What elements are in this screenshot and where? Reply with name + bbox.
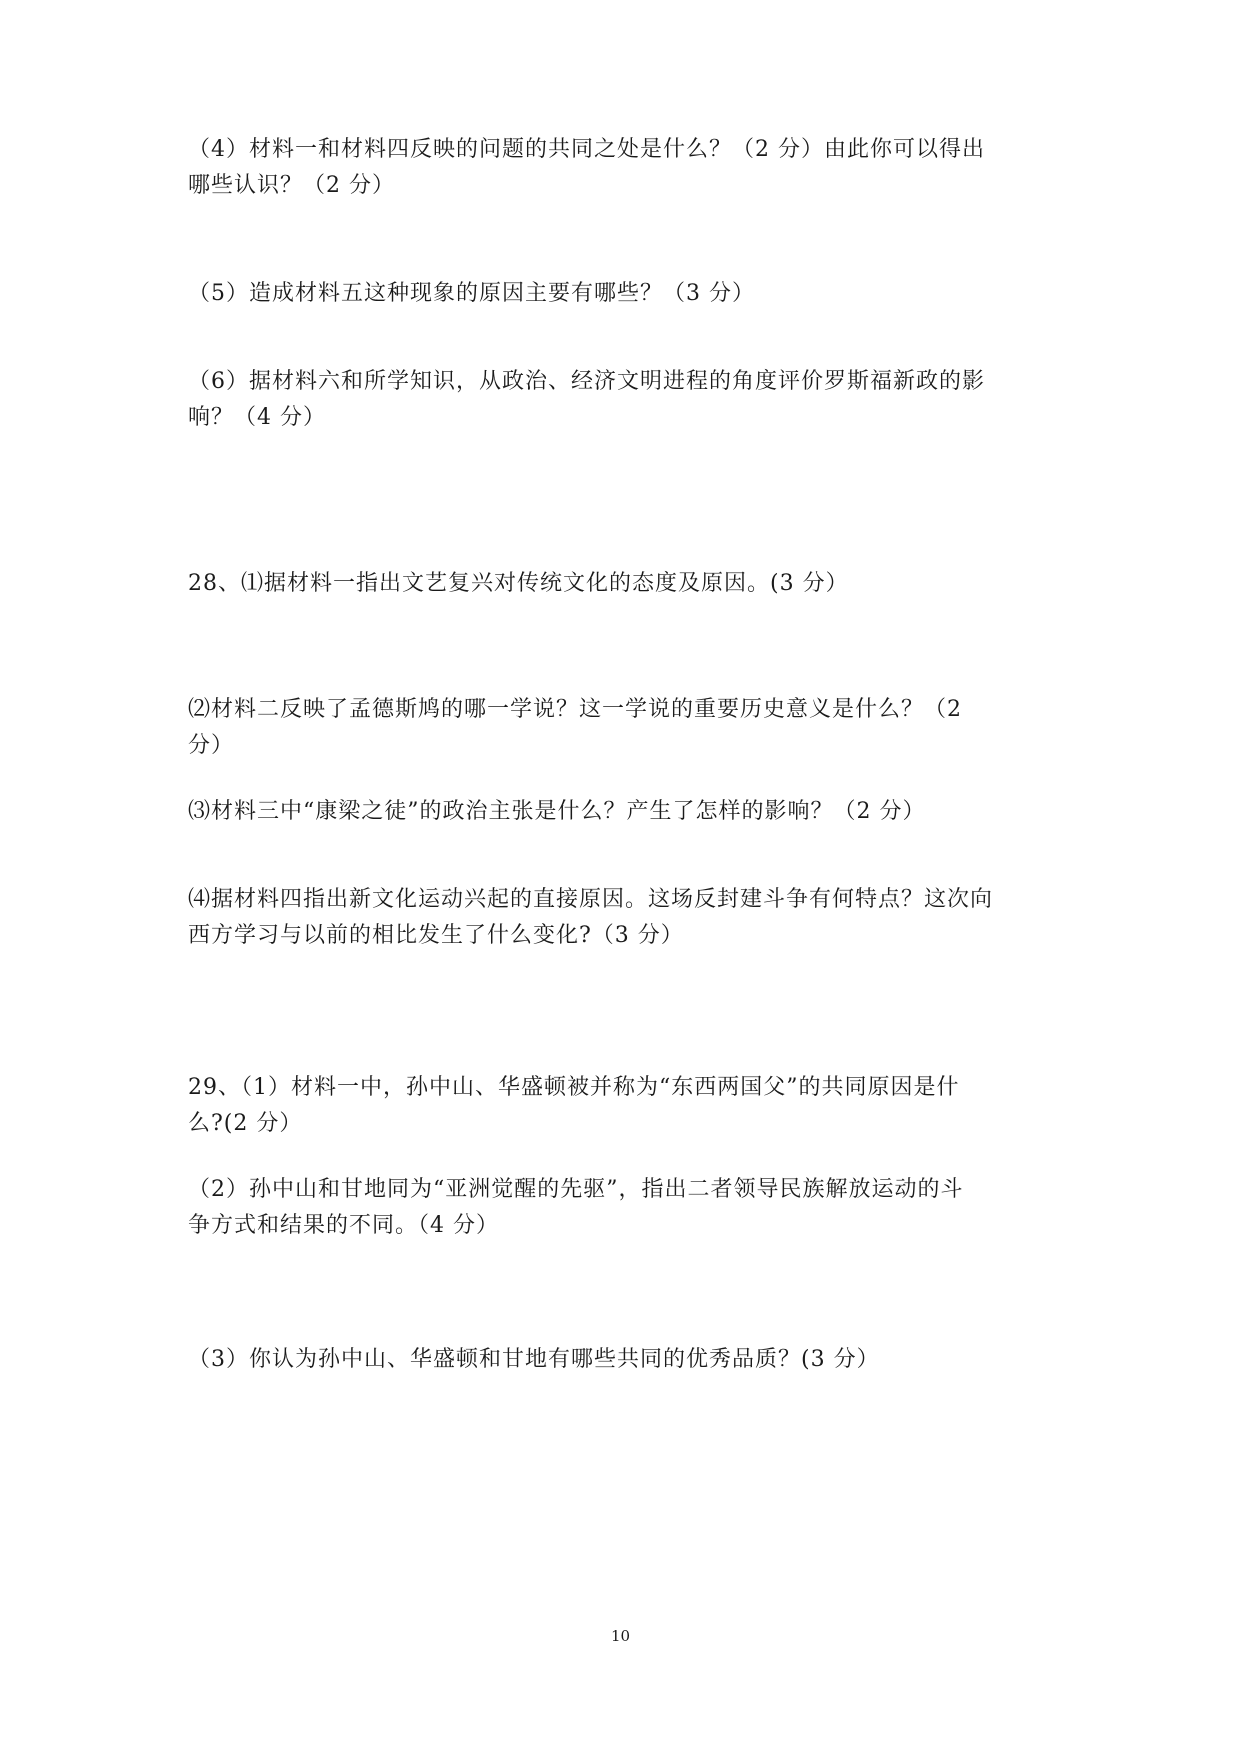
question-line: （3）你认为孙中山、华盛顿和甘地有哪些共同的优秀品质？(3 分）	[188, 1347, 880, 1372]
question-line: （4）材料一和材料四反映的问题的共同之处是什么？（2 分）由此你可以得出	[188, 137, 985, 162]
question-line: 29、（1）材料一中，孙中山、华盛顿被并称为“东西两国父”的共同原因是什	[188, 1075, 960, 1100]
question-line: ⑶材料三中“康梁之徒”的政治主张是什么？产生了怎样的影响？（2 分）	[188, 799, 926, 824]
question-line: （5）造成材料五这种现象的原因主要有哪些？（3 分）	[188, 281, 755, 306]
question-line: 争方式和结果的不同。（4 分）	[188, 1213, 499, 1238]
question-28-3	[188, 794, 1068, 830]
question-27-4	[188, 132, 1068, 204]
question-line: 28、⑴据材料一指出文艺复兴对传统文化的态度及原因。(3 分）	[188, 571, 849, 596]
question-29-1	[188, 1070, 1068, 1142]
question-line: （6）据材料六和所学知识，从政治、经济文明进程的角度评价罗斯福新政的影	[188, 369, 985, 394]
question-27-5	[188, 276, 1068, 312]
page-number: 10	[610, 1627, 631, 1645]
question-line: ⑷据材料四指出新文化运动兴起的直接原因。这场反封建斗争有何特点？这次向	[188, 887, 994, 912]
question-line: 响？（4 分）	[188, 405, 326, 430]
question-28-2	[188, 692, 1068, 764]
question-line: （2）孙中山和甘地同为“亚洲觉醒的先驱”，指出二者领导民族解放运动的斗	[188, 1177, 964, 1202]
question-28-1	[188, 566, 1068, 602]
question-29-2	[188, 1172, 1068, 1244]
question-29-3	[188, 1342, 1068, 1378]
question-27-6	[188, 364, 1068, 436]
question-line: 么?(2 分）	[188, 1111, 303, 1136]
question-line: 哪些认识？（2 分）	[188, 173, 395, 198]
question-line: ⑵材料二反映了孟德斯鸠的哪一学说？这一学说的重要历史意义是什么？（2	[188, 697, 962, 722]
question-line: 分）	[188, 733, 235, 758]
question-line: 西方学习与以前的相比发生了什么变化?（3 分）	[188, 923, 684, 948]
question-28-4	[188, 882, 1068, 954]
